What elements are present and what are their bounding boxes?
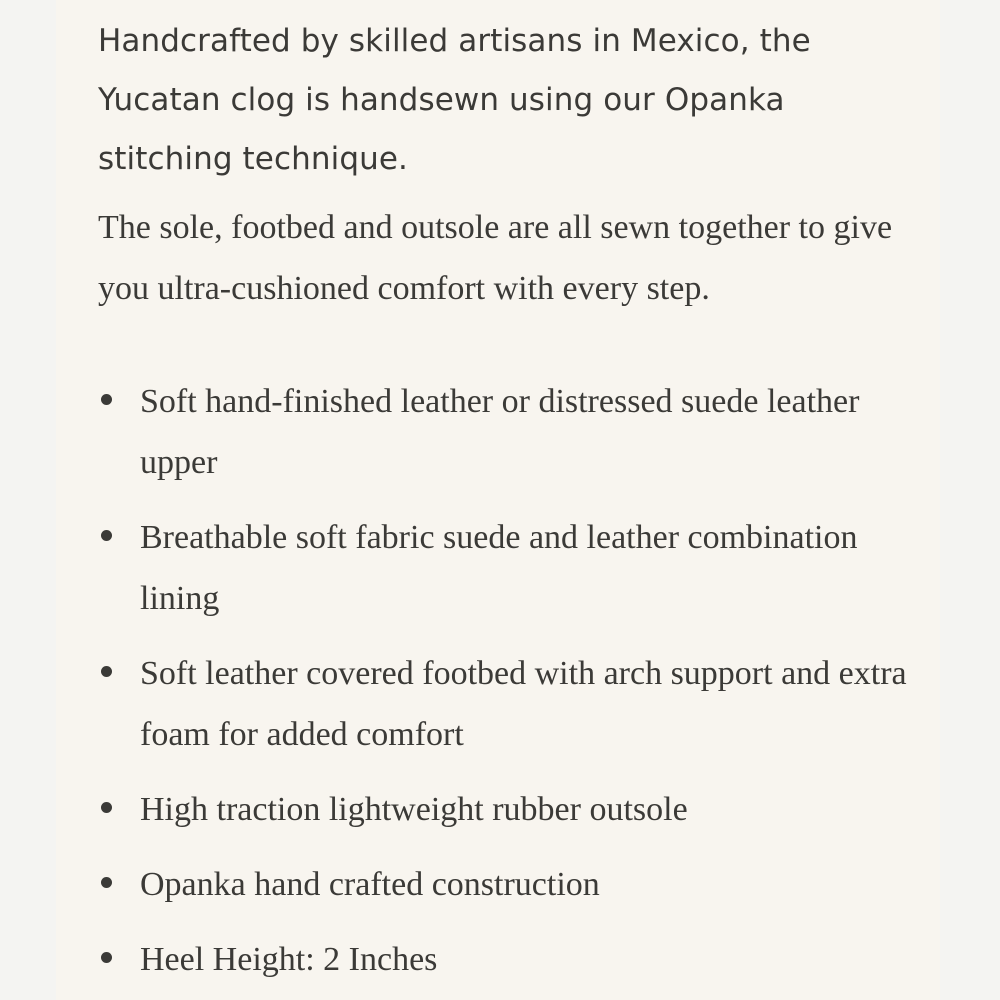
feature-item-footbed [56,643,940,765]
feature-item-construction [56,854,940,915]
feature-text: High traction lightweight rubber outsole [140,791,688,828]
bullet-icon [101,952,112,963]
detail-paragraph: The sole, footbed and outsole are all sewn together to give you ultra-cushioned comfort with every step. [98,209,893,307]
feature-text: Opanka hand crafted construction [140,866,600,903]
bullet-icon [101,877,112,888]
bullet-icon [101,802,112,813]
feature-list [56,371,940,1000]
feature-item-outsole [56,779,940,840]
bullet-icon [101,394,112,405]
feature-text: Heel Height: 2 Inches [140,941,438,978]
bullet-icon [101,530,112,541]
intro-paragraph: Handcrafted by skilled artisans in Mexico, the Yucatan clog is handsewn using our Opanka stitching technique. [98,23,811,177]
feature-text: Soft hand-finished leather or distressed suede leather upper [140,383,860,481]
feature-item-leather-upper [56,371,940,493]
bullet-icon [101,666,112,677]
feature-item-heel-height [56,929,940,990]
product-description-panel [56,0,940,1000]
feature-text: Breathable soft fabric suede and leather combination lining [140,519,858,617]
feature-text: Soft leather covered footbed with arch support and extra foam for added comfort [140,655,907,753]
feature-item-lining [56,507,940,629]
